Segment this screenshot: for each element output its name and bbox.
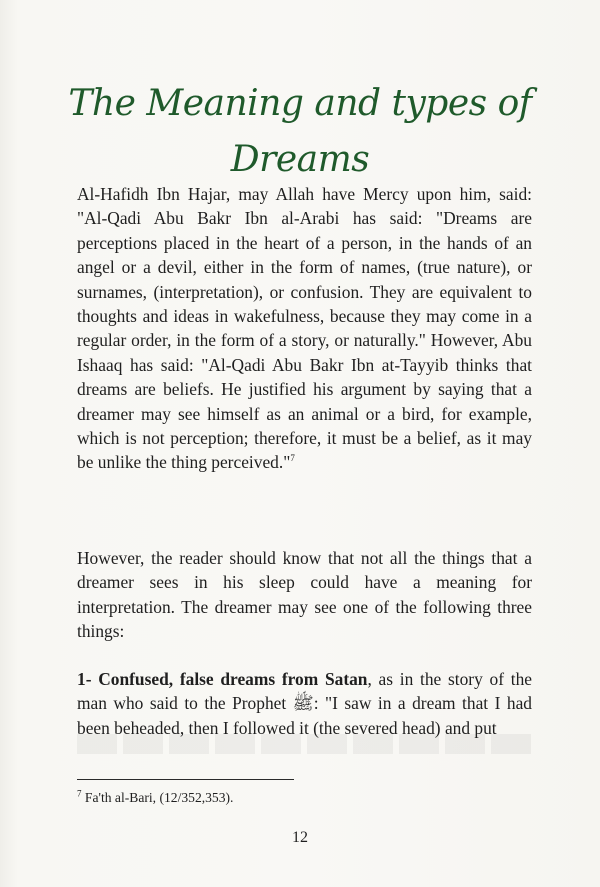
chapter-title: The Meaning and types of Dreams	[68, 83, 532, 180]
paragraph-reader-note: However, the reader should know that not all the things that a dreamer sees in his sleep could have a meaning for interpretation. The dreamer may see one of the following three things:	[77, 548, 532, 642]
footnote-divider	[77, 779, 294, 780]
list-item-heading: 1- Confused, false dreams from Satan	[77, 669, 368, 689]
footnote-text: Fa'th al-Bari, (12/352,353).	[81, 790, 234, 805]
list-item-confused-dreams	[77, 667, 532, 740]
footnote	[77, 789, 233, 807]
footnote-number: 7	[77, 788, 82, 799]
list-item-text: , as in the story of the man who said to the Prophet ﷺ: "I saw in a dream that I had been beheaded, then I followed it (the severed head) and put	[77, 669, 532, 738]
paragraph-ibn-hajar	[77, 182, 532, 475]
bleed-through-text	[77, 734, 532, 754]
footnote-reference: 7	[290, 453, 295, 464]
paragraph-ibn-hajar-text: Al-Hafidh Ibn Hajar, may Allah have Mercy upon him, said: "Al-Qadi Abu Bakr Ibn al-Arabi has said: "Dreams are perceptions placed in the heart of a person, in the hands of an angel or a devil, either in the form of names, (true nature), or surnames, (interpretation), or confusion. They are equivalent to thoughts and ideas in wakefulness, because they may come in a regular order, in the form of a story, or naturally." However, Abu Ishaaq has said: "Al-Qadi Abu Bakr Ibn at-Tayyib thinks that dreams are beliefs. He justified his argument by saying that a dreamer may see himself as an animal or a bird, for example, which is not perception; therefore, it must be a belief, as it may be unlike the thing perceived."	[77, 184, 532, 473]
page-number: 12	[292, 829, 308, 846]
